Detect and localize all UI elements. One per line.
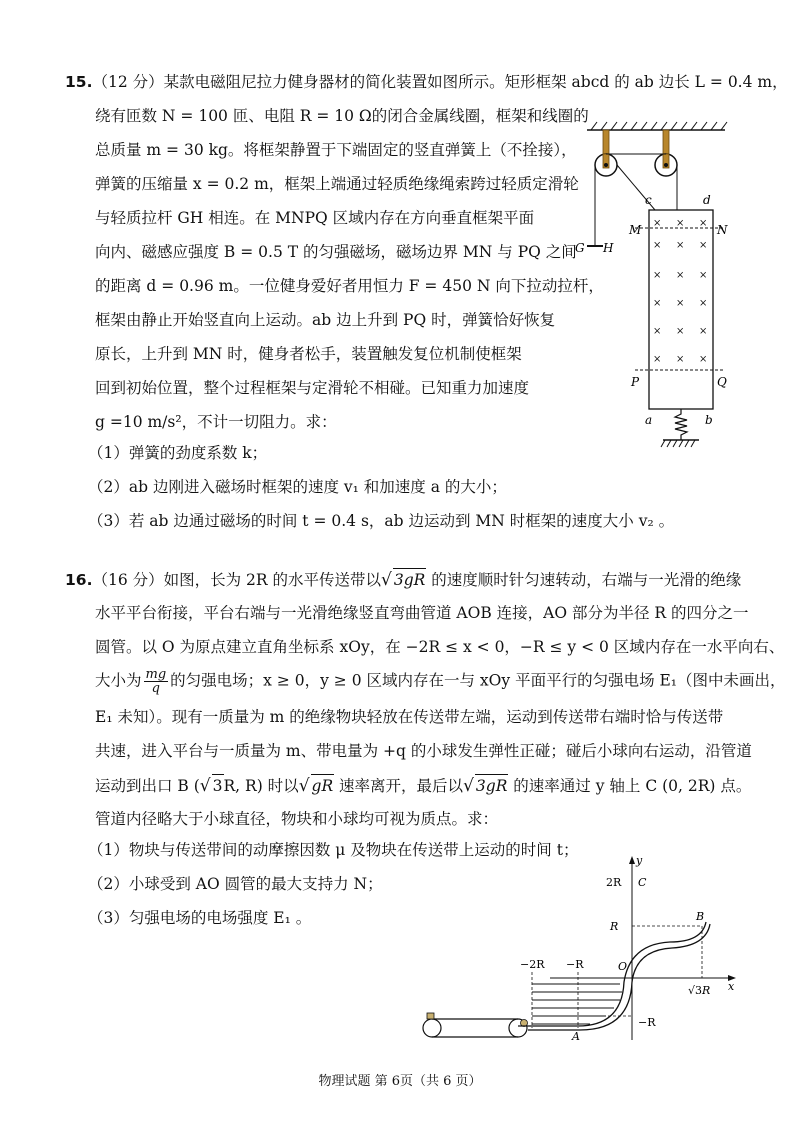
q15-line-1: （12 分）某款电磁阻尼拉力健身器材的简化装置如图所示。矩形框架 abcd 的 ab 边长 L = 0.4 m， [92, 73, 788, 91]
svg-text:×: × [676, 326, 685, 337]
svg-text:×: × [653, 270, 662, 281]
svg-text:×: × [653, 354, 662, 365]
label-G: G [575, 241, 585, 255]
label-O: O [618, 960, 628, 973]
svg-text:×: × [699, 354, 708, 365]
q15-line-10: 回到初始位置，整个过程框架与定滑轮不相碰。已知重力加速度 [95, 379, 530, 397]
label-neg2R: −2R [520, 958, 545, 971]
svg-text:×: × [676, 270, 685, 281]
label-negR: −R [566, 958, 584, 971]
label-C: C [638, 876, 647, 889]
svg-text:×: × [699, 240, 708, 251]
label-R: R [610, 920, 619, 933]
label-a: a [645, 413, 653, 427]
label-B: B [696, 910, 705, 923]
q15-line-7: 的距离 d = 0.96 m。一位健身爱好者用恒力 F = 450 N 向下拉动拉杆， [95, 277, 604, 295]
q15-line-4: 弹簧的压缩量 x = 0.2 m，框架上端通过轻质绝缘绳索跨过轻质定滑轮 [95, 175, 579, 193]
label-x: x [728, 980, 735, 993]
q16-line-7: 运动到出口 B (√ 3R, R) 时以√ gR 速率离开，最后以√ 3gR 的速率通过 y 轴上 C (0, 2R) 点。 [95, 776, 752, 796]
label-c: c [645, 193, 652, 207]
svg-text:×: × [653, 298, 662, 309]
q16-sub-1: （1）物块与传送带间的动摩擦因数 μ 及物块在传送带上运动的时间 t； [88, 841, 579, 859]
label-M: M [629, 223, 642, 237]
label-H: H [603, 241, 614, 255]
q15-line-6: 向内、磁感应强度 B = 0.5 T 的匀强磁场，磁场边界 MN 与 PQ 之间 [95, 243, 577, 261]
magnetic-field-crosses [653, 218, 707, 365]
svg-text:×: × [676, 240, 685, 251]
svg-text:×: × [699, 298, 708, 309]
svg-text:×: × [699, 270, 708, 281]
q15-line-9: 原长，上升到 MN 时，健身者松手，装置触发复位机制使框架 [95, 345, 522, 363]
q16-line-8: 管道内径略大于小球直径，物块和小球均可视为质点。求： [95, 810, 499, 828]
q15-sub-1: （1）弹簧的劲度系数 k； [88, 444, 268, 462]
label-P: P [631, 375, 640, 389]
svg-text:×: × [653, 326, 662, 337]
q16-line-2: 水平平台衔接，平台右端与一光滑绝缘竖直弯曲管道 AOB 连接，AO 部分为半径 R 的四分之一 [95, 604, 749, 622]
label-2R: 2R [606, 876, 622, 889]
svg-text:×: × [676, 218, 685, 229]
conveyor-belt [423, 1019, 527, 1037]
tube-AOB [528, 922, 706, 1026]
spring [675, 409, 687, 440]
svg-text:×: × [676, 298, 685, 309]
q15-line-11: g =10 m/s²，不计一切阻力。求： [95, 413, 337, 431]
q16-sub-3: （3）匀强电场的电场强度 E₁ 。 [88, 909, 312, 927]
q15-line-3: 总质量 m = 30 kg。将框架静置于下端固定的竖直弹簧上（不拴接）， [95, 141, 577, 159]
block [427, 1013, 434, 1019]
label-A: A [572, 1030, 580, 1043]
q15-line-5: 与轻质拉杆 GH 相连。在 MNPQ 区域内存在方向垂直框架平面 [95, 209, 535, 227]
q15-line-2: 绕有匝数 N = 100 匝、电阻 R = 10 Ω的闭合金属线圈，框架和线圈的 [95, 107, 589, 125]
question-number: 15. [65, 73, 93, 91]
label-negR-y: −R [638, 1016, 656, 1029]
q16-line-4: 大小为 $\frac{mg}{q}$ 的匀强电场；x ≥ 0，y ≥ 0 区域内存在一与 xOy 平面平行的匀强电场 E₁（图中未画出， [95, 667, 786, 696]
svg-text:×: × [676, 354, 685, 365]
q15-sub-3: （3）若 ab 边通过磁场的时间 t = 0.4 s，ab 边运动到 MN 时框架的速度大小 v₂ 。 [88, 512, 675, 530]
q15-figure [565, 118, 745, 463]
label-sqrt3R: √3R [688, 984, 711, 997]
q16-figure [410, 850, 750, 1055]
svg-text:×: × [653, 218, 662, 229]
q15-line-8: 框架由静止开始竖直向上运动。ab 边上升到 PQ 时，弹簧恰好恢复 [95, 311, 556, 329]
svg-text:×: × [699, 218, 708, 229]
ceiling-hatch [591, 122, 727, 130]
question-number: 16. [65, 571, 93, 589]
label-Q: Q [717, 375, 727, 389]
label-b: b [705, 413, 713, 427]
q16-line-5: E₁ 未知）。现有一质量为 m 的绝缘物块轻放在传送带左端，运动到传送带右端时恰与传送带 [95, 708, 724, 726]
svg-text:×: × [699, 326, 708, 337]
label-N: N [717, 223, 728, 237]
label-y: y [636, 854, 643, 867]
q16-line-3: 圆管。以 O 为原点建立直角坐标系 xOy，在 −2R ≤ x < 0，−R ≤ y < 0 区域内存在一水平向右、 [95, 638, 785, 656]
q15-sub-2: （2）ab 边刚进入磁场时框架的速度 v₁ 和加速度 a 的大小； [88, 478, 507, 496]
q16-line-6: 共速，进入平台与一质量为 m、带电量为 +q 的小球发生弹性正碰；碰后小球向右运动，沿管道 [95, 742, 752, 760]
page-footer: 物理试题 第 6页（共 6 页） [318, 1074, 482, 1089]
label-d: d [703, 193, 711, 207]
q16-sub-2: （2）小球受到 AO 圆管的最大支持力 N； [88, 875, 383, 893]
svg-text:×: × [653, 240, 662, 251]
